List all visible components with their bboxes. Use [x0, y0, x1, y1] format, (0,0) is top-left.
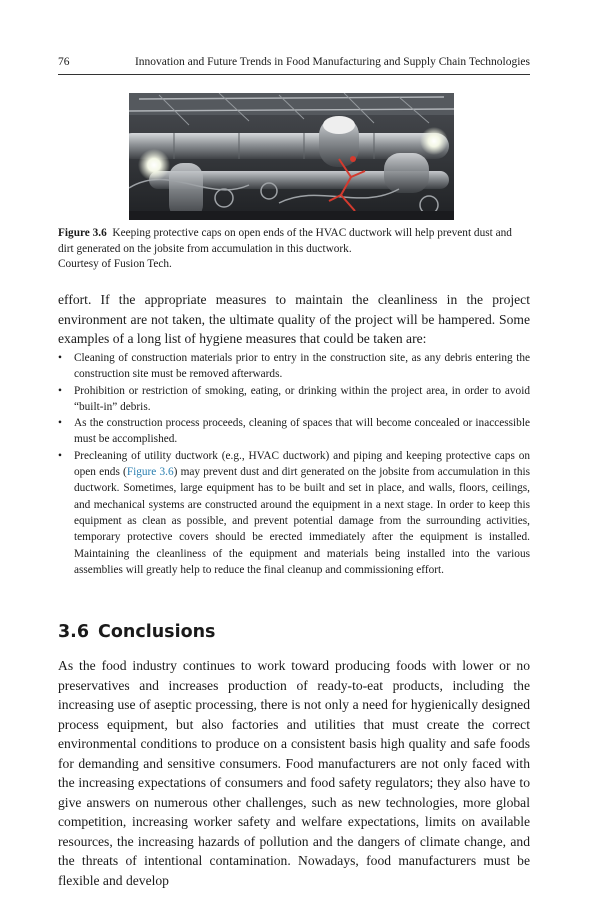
list-item: • Cleaning of construction materials prior to entry in the construction site, as any debris entering the construction site must be removed afterwards. [58, 350, 530, 383]
section-title: Conclusions [98, 622, 216, 642]
book-title: Innovation and Future Trends in Food Manufacturing and Supply Chain Technologies [134, 56, 530, 68]
section-heading [58, 622, 215, 642]
header-divider [58, 74, 530, 75]
hvac-ductwork-photo [129, 93, 454, 220]
page-number: 76 [58, 56, 70, 68]
figure-caption-text: Keeping protective caps on open ends of the HVAC ductwork will help prevent dust and dirt generated on the jobsite from accumulation in this ductwork. [58, 227, 512, 255]
conclusions-paragraph: As the food industry continues to work toward producing foods with lower or no preservatives and increases production of ready-to-eat products, including the increasing use of aseptic processing, there is not only a need for hygienically designed process equipment, but also factories and utilities that must create the correct environmental conditions to produce on a consistent basis high quality and safe foods for demanding and sensitive consumers. Food manufacturers are not only faced with the increasing expectations of consumers and food safety regulators; they also have to give answers on numerous other challenges, such as new technologies, more global competition, increasing worker safety and welfare expectations, limits on available resources, the increasing hazards of pollution and the dangers of climate change, and the threats of intentional contamination. Nowadays, food manufacturers must be flexible and develop [58, 658, 530, 888]
section-number: 3.6 [58, 622, 90, 642]
figure-credit: Courtesy of Fusion Tech. [58, 258, 172, 270]
figure-caption [58, 226, 530, 273]
hygiene-measures-list [58, 350, 530, 578]
intro-paragraph: effort. If the appropriate measures to maintain the cleanliness in the project environment are not taken, the ultimate quality of the project will be hampered. Some examples of a long list of hygiene measures that could be taken are: [58, 292, 530, 346]
list-item: • Prohibition or restriction of smoking, eating, or drinking within the project area, in order to avoid “built-in” debris. [58, 383, 530, 416]
running-head [58, 56, 530, 74]
list-item: • As the construction process proceeds, cleaning of spaces that will become concealed or inaccessible must be accomplished. [58, 415, 530, 448]
bullet-text-end: ) may prevent dust and dirt generated on the jobsite from accumulation in this ductwork. Sometimes, large equipment has to be built and set in place, and walls, floors, ceilings, and mechanical systems are constructed around the equipment in a next stage. In order to keep this equipment as clean as possible, and prevent potential damage from the surrounding activities, temporary protective covers should be erected immediately after the equipment is installed. Maintaining the cleanliness of the equipment and materials being installed into the various assemblies will greatly help to reduce the final cleanup and commissioning effort. [74, 466, 530, 576]
figure-3-6-link[interactable]: Figure 3.6 [126, 466, 174, 479]
bullet-text-start: Precleaning of utility ductwork (e.g., HVAC ductwork) and piping and keeping protective caps on open ends ( [74, 449, 530, 479]
list-item [58, 448, 530, 578]
figure-label: Figure 3.6 [58, 227, 107, 239]
